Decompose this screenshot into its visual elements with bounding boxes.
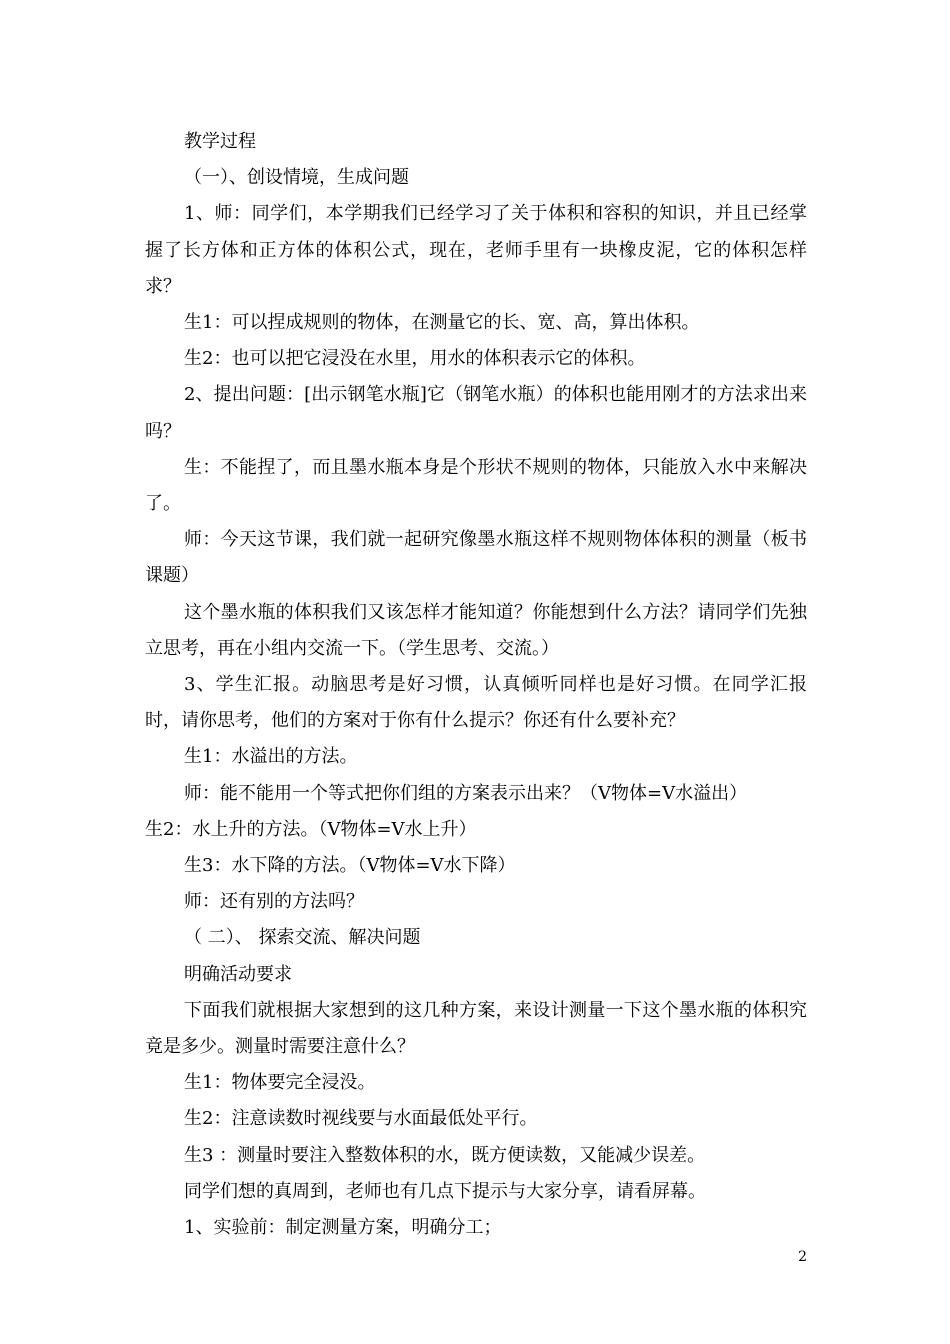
paragraph: 生3：水下降的方法。（V物体=V水下降） <box>184 855 516 877</box>
paragraph: 同学们想的真周到，老师也有几点下提示与大家分享，请看屏幕。 <box>184 1180 706 1202</box>
paragraph: 生2：也可以把它浸没在水里，用水的体积表示它的体积。 <box>184 348 646 370</box>
paragraph: 生3 ：测量时要注入整数体积的水，既方便读数，又能减少误差。 <box>184 1144 706 1166</box>
paragraph: 明确活动要求 <box>184 963 292 985</box>
paragraph: 下面我们就根据大家想到的这几种方案，来设计测量一下这个墨水瓶的体积究竟是多少。测量时需要注意什么？ <box>145 999 807 1058</box>
paragraph: 3、学生汇报。动脑思考是好习惯，认真倾听同样也是好习惯。在同学汇报时，请你思考，他们的方案对于你有什么提示？你还有什么要补充？ <box>145 674 807 732</box>
section-heading: 教学过程 <box>184 131 256 152</box>
page-number: 2 <box>798 1249 807 1265</box>
paragraph: 生2：注意读数时视线要与水面最低处平行。 <box>184 1108 538 1130</box>
paragraph: 2、提出问题：[出示钢笔水瓶]它（钢笔水瓶）的体积也能用刚才的方法求出来吗？ <box>145 384 807 442</box>
paragraph: 生：不能捏了，而且墨水瓶本身是个形状不规则的物体，只能放入水中来解决了。 <box>145 456 807 515</box>
paragraph: 这个墨水瓶的体积我们又该怎样才能知道？你能想到什么方法？请同学们先独立思考，再在小组内交流一下。（学生思考、交流。） <box>145 601 807 659</box>
document-body <box>145 124 807 1246</box>
paragraph: 1、实验前：制定测量方案，明确分工； <box>184 1217 502 1239</box>
paragraph: 师：能不能用一个等式把你们组的方案表示出来？（V物体=V水溢出） <box>184 782 748 804</box>
paragraph: 生1：水溢出的方法。 <box>184 746 358 768</box>
subsection-heading: （一）、创设情境，生成问题 <box>184 167 409 189</box>
paragraph: 师：还有别的方法吗？ <box>184 891 364 913</box>
paragraph: 1、师：同学们，本学期我们已经学习了关于体积和容积的知识，并且已经掌握了长方体和正方体的体积公式，现在，老师手里有一块橡皮泥，它的体积怎样求？ <box>145 203 807 297</box>
paragraph: 生1：物体要完全浸没。 <box>184 1072 376 1094</box>
subsection-heading: （ 二）、 探索交流、解决问题 <box>184 927 421 949</box>
paragraph: 生1：可以捏成规则的物体，在测量它的长、宽、高，算出体积。 <box>184 312 700 334</box>
paragraph: 生2：水上升的方法。（V物体=V水上升） <box>145 818 477 840</box>
paragraph: 师：今天这节课，我们就一起研究像墨水瓶这样不规则物体体积的测量（板书课题） <box>145 529 807 587</box>
